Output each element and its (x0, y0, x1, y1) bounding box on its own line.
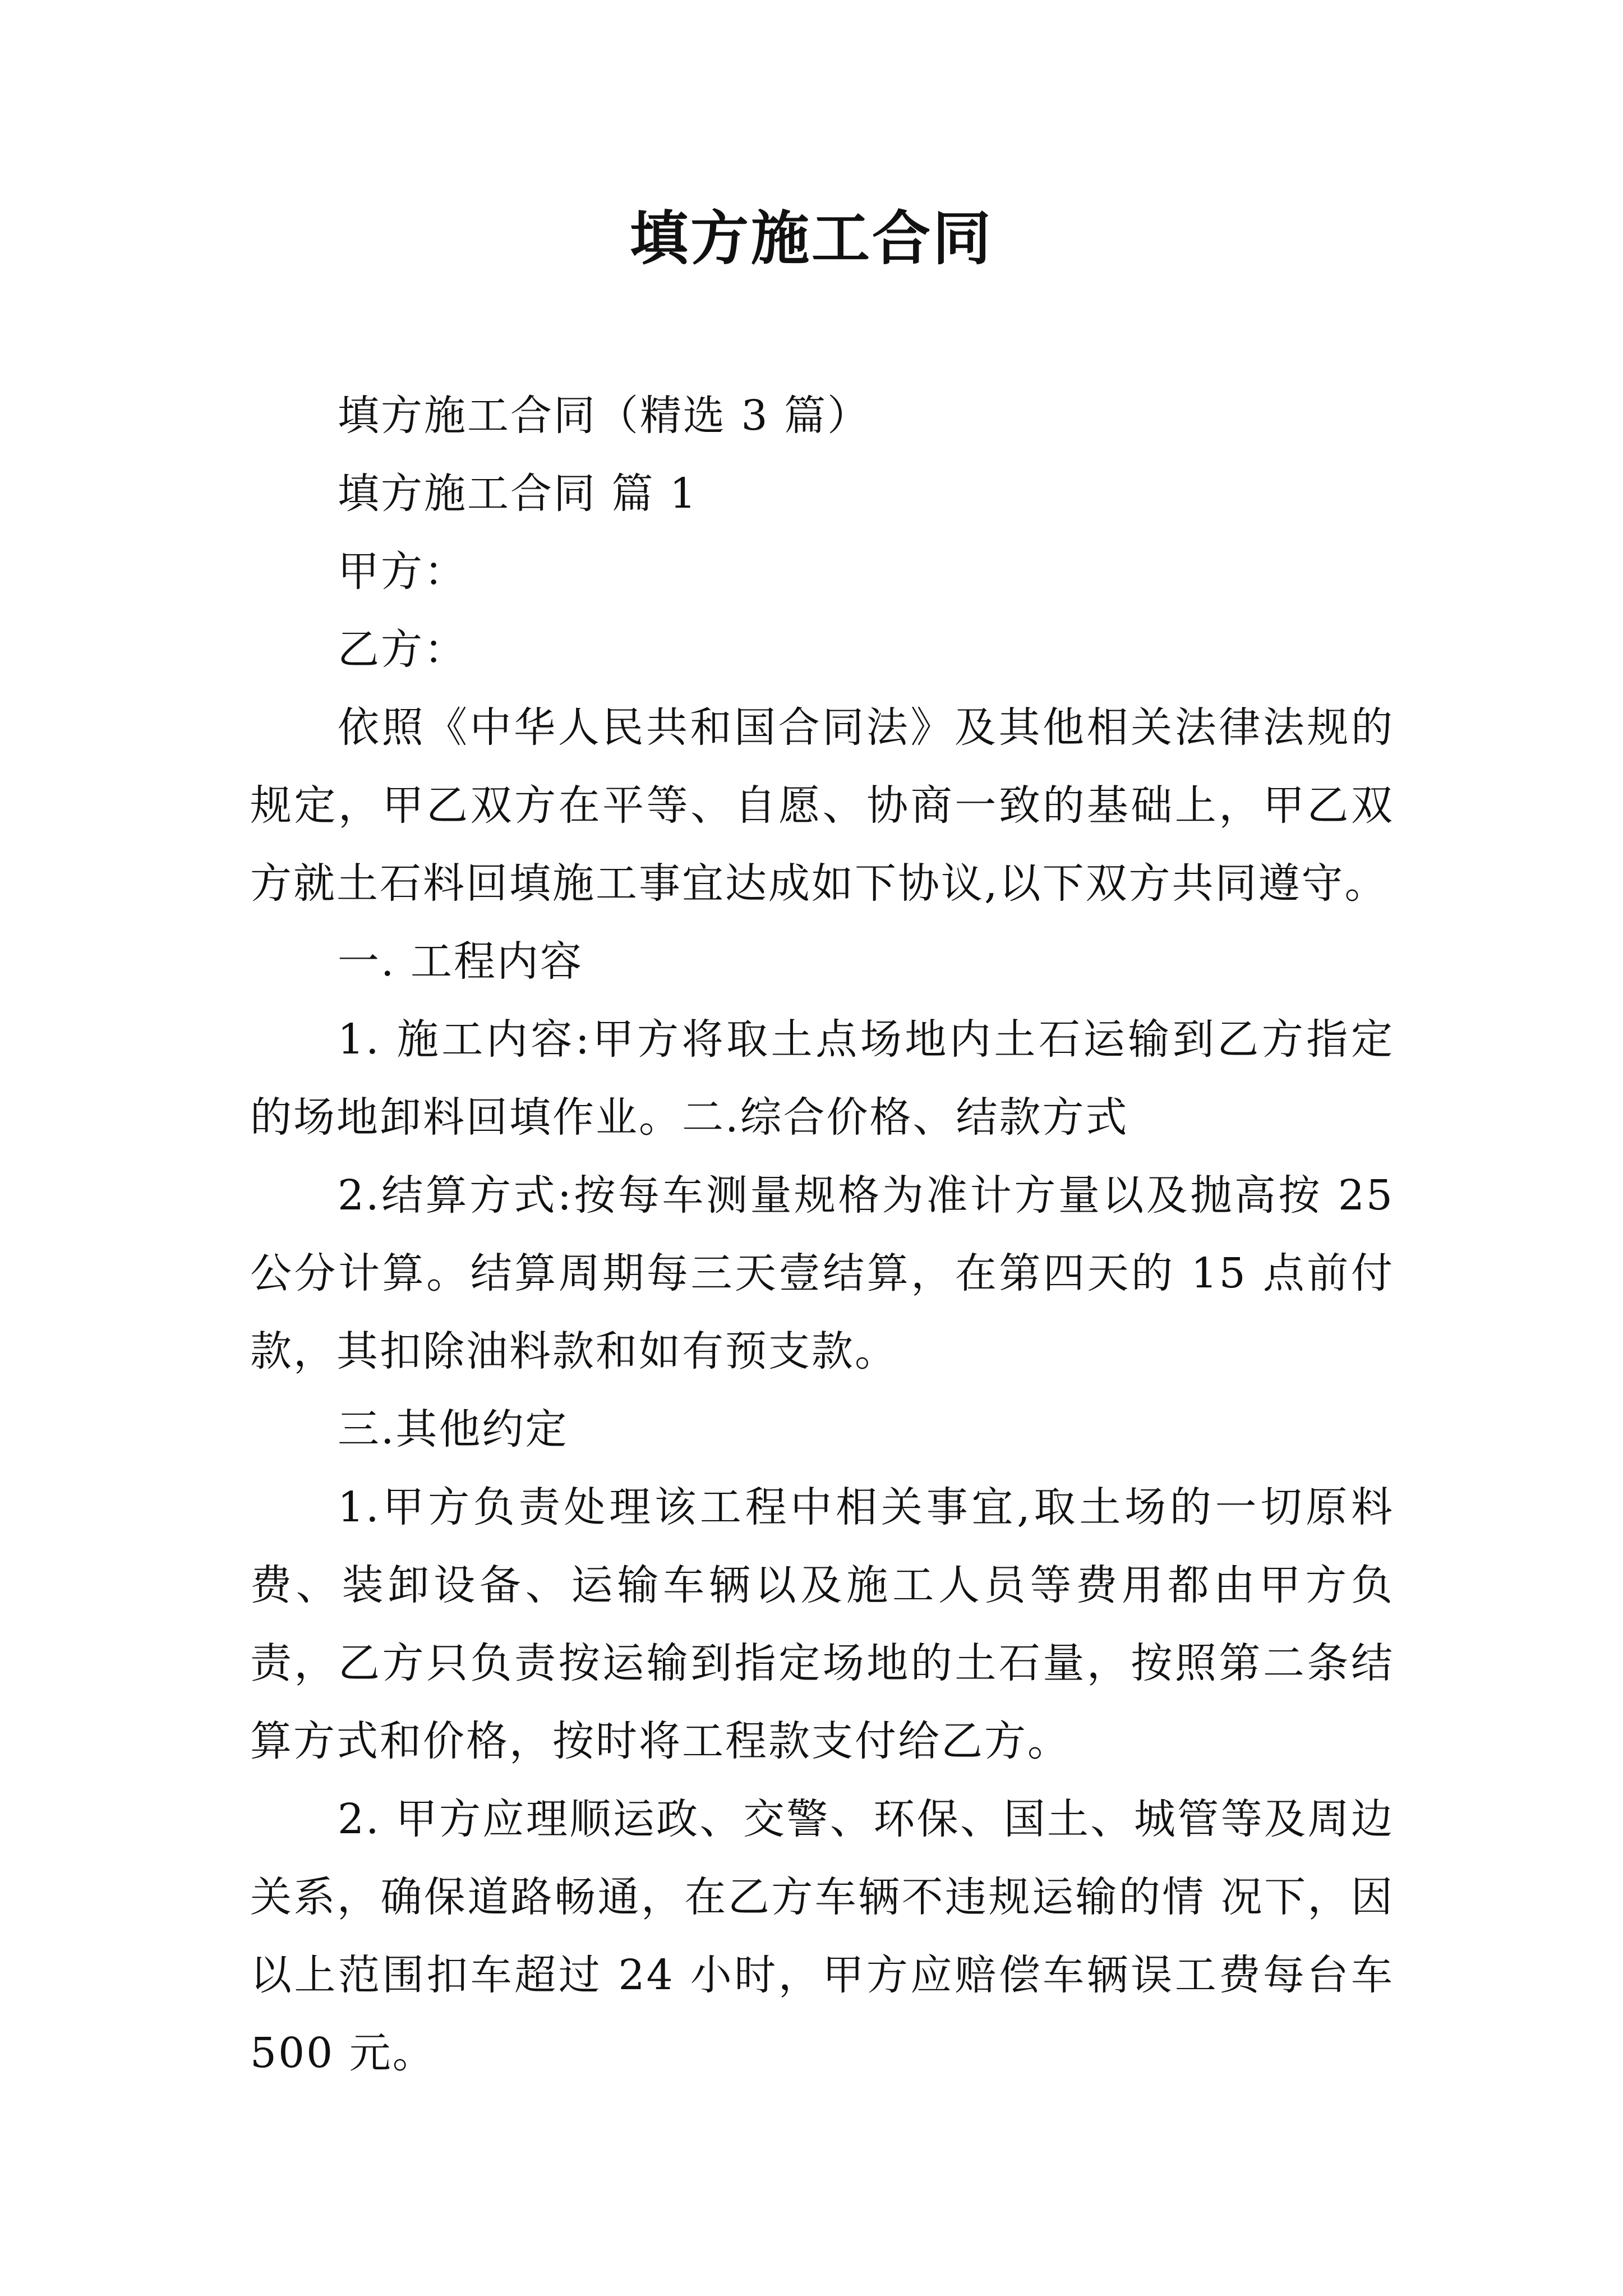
paragraph-party-b: 乙方： (338, 625, 467, 674)
paragraph-clause-1-1: 1. 施工内容:甲方将取土点场地内土石运输到乙方指定的场地卸料回填作业。二.综合价格、结款方式 (250, 1015, 1394, 1142)
paragraph-party-a: 甲方： (338, 547, 467, 596)
paragraph-clause-2-2: 2.结算方式:按每车测量规格为准计方量以及抛高按 25 公分计算。结算周期每三天壹结算，在第四天的 15 点前付款，其扣除油料款和如有预支款。 (250, 1171, 1394, 1375)
paragraph-heading-1: 一. 工程内容 (338, 937, 584, 986)
document-title: 填方施工合同 (629, 204, 993, 273)
paragraph-heading-3: 三.其他约定 (338, 1405, 569, 1453)
paragraph-preamble: 依照《中华人民共和国合同法》及其他相关法律法规的规定，甲乙双方在平等、自愿、协商一致的基础上，甲乙双方就土石料回填施工事宜达成如下协议,以下双方共同遵守。 (250, 703, 1394, 908)
paragraph-section-heading: 填方施工合同 篇 1 (338, 470, 698, 518)
document-body (250, 377, 1394, 2092)
paragraph-clause-3-1: 1.甲方负责处理该工程中相关事宜,取土场的一切原料费、装卸设备、运输车辆以及施工人员等费用都由甲方负责，乙方只负责按运输到指定场地的土石量，按照第二条结算方式和价格，按时将工程款支付给乙方。 (250, 1483, 1394, 1765)
paragraph-clause-3-2: 2. 甲方应理顺运政、交警、环保、国土、城管等及周边关系，确保道路畅通，在乙方车辆不违规运输的情 况下，因以上范围扣车超过 24 小时，甲方应赔偿车辆误工费每台车 500 元。 (250, 1795, 1394, 2077)
paragraph-subtitle: 填方施工合同（精选 3 篇） (338, 392, 871, 440)
